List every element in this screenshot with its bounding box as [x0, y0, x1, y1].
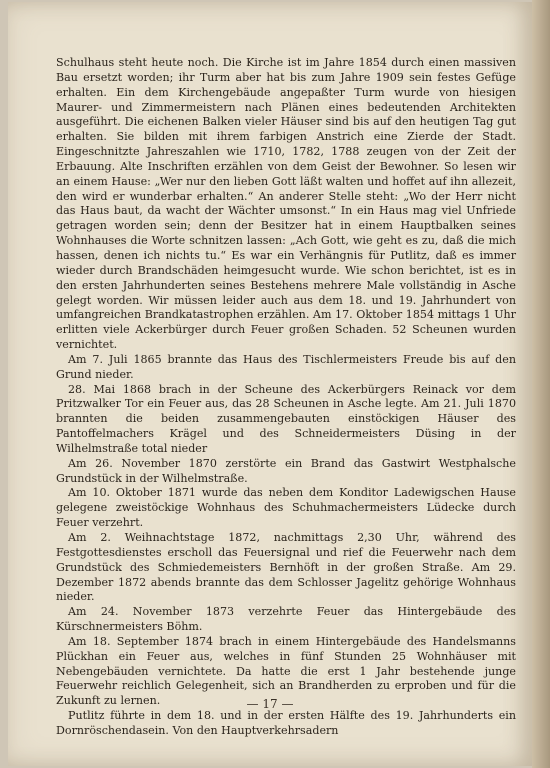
- paragraph-1: Schulhaus steht heute noch. Die Kirche ist im Jahre 1854 durch einen massiven Bau ersetzt worden; ihr Turm aber hat bis zum Jahre 1909 sein festes Gefüge erhalten. Ein dem Kirchengebäude angepaßter Turm wurde von hiesigen Maurer- und Zimmermeistern nach Plänen eines bedeutenden Architekten ausgeführt. Die eichenen Balken vieler Häuser sind bis auf den heutigen Tag gut erhalten. Sie bilden mit ihrem farbigen Anstrich eine Zierde der Stadt. Eingeschnitzte Jahreszahlen wie 1710, 1782, 1788 zeugen von der Zeit der Erbauung. Alte Inschriften erzählen von dem Geist der Bewohner. So lesen wir an einem Hause: „Wer nur den lieben Gott läßt walten und hoffet auf ihn allezeit, den wird er wunderbar erhalten.“ An anderer Stelle steht: „Wo der Herr nicht das Haus baut, da wacht der Wächter umsonst.“ In ein Haus mag viel Unfriede getragen worden sein; denn der Besitzer hat in einem Hauptbalken seines Wohnhauses die Worte schnitzen lassen: „Ach Gott, wie geht es zu, daß die mich hassen, denen ich nichts tu.“ Es war ein Verhängnis für Putlitz, daß es immer wieder durch Brandschäden heimgesucht wurde. Wie schon berichtet, ist es in den ersten Jahrhunderten seines Bestehens mehrere Male vollständig in Asche gelegt worden. Wir müssen leider auch aus dem 18. und 19. Jahrhundert von umfangreichen Brandkatastrophen erzählen. Am 17. Oktober 1854 mittags 1 Uhr erlitten viele Ackerbürger durch Feuer großen Schaden. 52 Scheunen wurden vernichtet.: [56, 56, 516, 352]
- paragraph-9: Putlitz führte in dem 18. und in der ersten Hälfte des 19. Jahrhunderts ein Dornröschendasein. Von den Hauptverkehrsadern: [56, 709, 516, 737]
- body-text: [56, 56, 516, 739]
- paragraph-5: Am 10. Oktober 1871 wurde das neben dem Konditor Ladewigschen Hause gelegene zweistöckige Wohnhaus des Schuhmachermeisters Lüdecke durch Feuer verzehrt.: [56, 486, 516, 530]
- paragraph-7: Am 24. November 1873 verzehrte Feuer das Hintergebäude des Kürschnermeisters Böhm.: [56, 605, 516, 634]
- paragraph-6: Am 2. Weihnachtstage 1872, nachmittags 2,30 Uhr, während des Festgottesdienstes erscholl das Feuersignal und rief die Feuerwehr nach dem Grundstück des Schmiedemeisters Bernhöft in der großen Straße. Am 29. Dezember 1872 abends brannte das dem Schlosser Jagelitz gehörige Wohnhaus nieder.: [56, 531, 516, 604]
- page-edge: [532, 0, 550, 768]
- page-number: — 17 —: [246, 697, 294, 711]
- book-page: [8, 2, 532, 766]
- paragraph-4: Am 26. November 1870 zerstörte ein Brand das Gastwirt Westphalsche Grundstück in der Wilhelmstraße.: [56, 456, 516, 485]
- paragraph-2: Am 7. Juli 1865 brannte das Haus des Tischlermeisters Freude bis auf den Grund nieder.: [56, 352, 516, 381]
- paragraph-3: 28. Mai 1868 brach in der Scheune des Ackerbürgers Reinack vor dem Pritzwalker Tor ein Feuer aus, das 28 Scheunen in Asche legte. Am 21. Juli 1870 brannten die beiden zusammengebauten einstöckigen Häuser des Pantoffelmachers Krägel und des Schneidermeisters Düsing in der Wilhelmstraße total nieder: [56, 382, 516, 455]
- paragraph-8: Am 18. September 1874 brach in einem Hintergebäude des Handelsmanns Plückhan ein Feuer aus, welches in fünf Stunden 25 Wohnhäuser mit Nebengebäuden vernichtete. Da hatte die erst 1 Jahr bestehende junge Feuerwehr reichlich Gelegenheit, sich an Brandherden zu erproben und für die Zukunft zu lernen.: [56, 634, 516, 708]
